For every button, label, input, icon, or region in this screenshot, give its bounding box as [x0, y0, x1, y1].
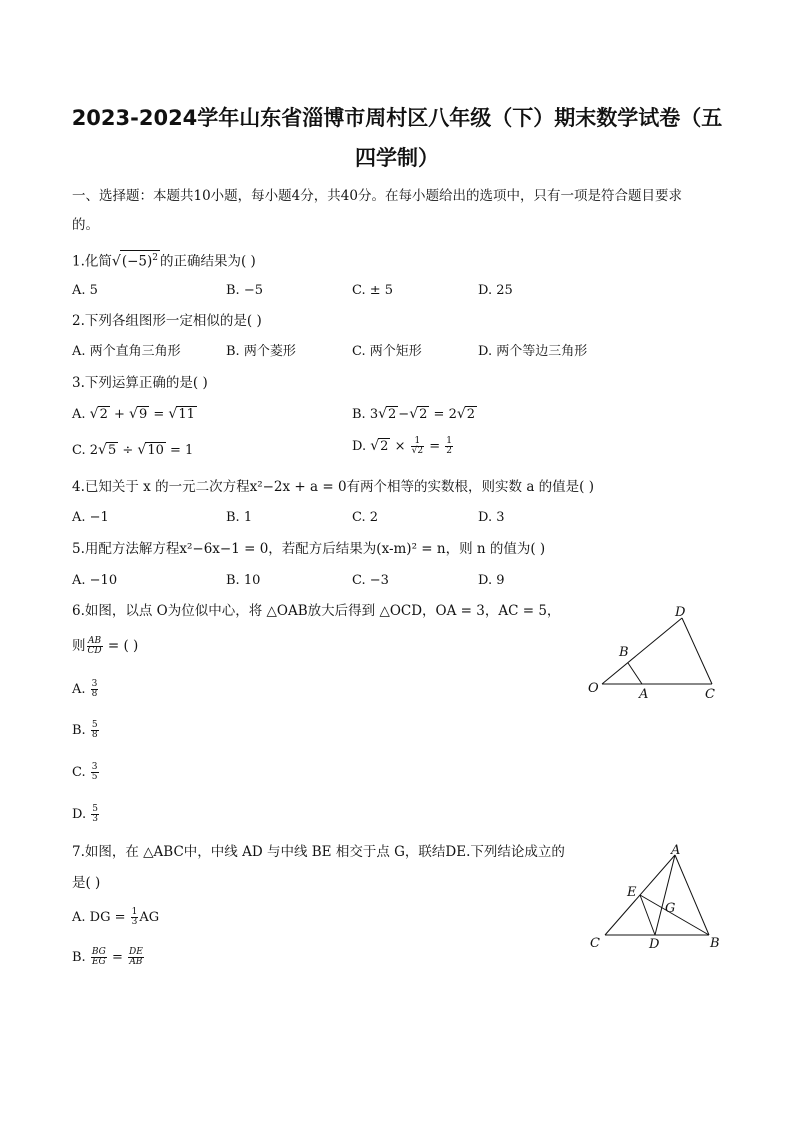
q6-option-b: B. $\frac{5}{8}$	[72, 720, 98, 740]
q1-option-c: C. ± 5	[352, 283, 394, 298]
q6-option-d: D. $\frac{5}{3}$	[72, 804, 98, 824]
q1-option-b: B. −5	[226, 283, 263, 298]
label-e: E	[627, 885, 637, 900]
question-4: 4.已知关于 x 的一元二次方程x²−2x + a = 0有两个相等的实数根，则实数 a 的值是( )	[72, 479, 594, 495]
label-c: C	[590, 936, 600, 951]
line-dc	[682, 618, 712, 684]
section-heading-line1: 一、选择题：本题共10小题，每小题4分，共40分。在每小题给出的选项中，只有一项是符合题目要求	[72, 188, 682, 204]
q3-option-a: A. √2 + √9 = √11	[72, 406, 195, 422]
label-d: D	[649, 937, 660, 952]
label-d: D	[675, 605, 686, 620]
exam-title-line2: 四学制）	[355, 146, 439, 170]
q5-option-a: A. −10	[72, 573, 118, 588]
q3-option-c: C. 2√5 ÷ √10 = 1	[72, 442, 194, 458]
question-2: 2.下列各组图形一定相似的是( )	[72, 313, 262, 329]
question-6-line2: 则 $\frac{AB}{CD}$ = ( )	[72, 636, 139, 656]
label-c: C	[705, 687, 715, 702]
q3-option-b: B. 3√2 −√2 = 2√2	[352, 406, 476, 422]
question-1: 1.化简$√(-5)^2$ 的正确结果为( )	[72, 250, 256, 271]
q2-option-d: D. 两个等边三角形	[478, 344, 588, 359]
q7-option-a: A. DG = $\frac{1}{3}$ AG	[72, 907, 160, 927]
q1-exponent: 2	[152, 253, 158, 263]
line-ab	[675, 855, 709, 935]
q1-option-a: A. 5	[72, 283, 98, 298]
q6-figure	[580, 600, 730, 705]
q2-option-a: A. 两个直角三角形	[72, 344, 181, 359]
q1-suffix: 的正确结果为( )	[159, 253, 256, 270]
question-6: 6.如图，以点 O为位似中心，将 △OAB放大后得到 △OCD，OA = 3，AC = 5，	[72, 603, 561, 619]
question-5: 5.用配方法解方程x²−6x−1 = 0，若配方后结果为(x-m)² = n，则 n 的值为( )	[72, 541, 546, 557]
q4-option-c: C. 2	[352, 510, 379, 525]
q1-radicand: (−5)	[121, 253, 153, 270]
section-heading-line2: 的。	[72, 217, 99, 233]
q6-option-a: A. $\frac{3}{8}$	[72, 679, 98, 699]
question-7: 7.如图，在 △ABC中，中线 AD 与中线 BE 相交于点 G，联结DE.下列结论成立的	[72, 844, 565, 860]
q4-option-b: B. 1	[226, 510, 253, 525]
label-o: O	[588, 681, 599, 696]
q7-figure	[585, 840, 725, 955]
line-od	[602, 618, 682, 684]
segment-de	[640, 895, 655, 935]
label-b: B	[710, 936, 720, 951]
q2-option-c: C. 两个矩形	[352, 344, 422, 359]
q6-option-c: C. $\frac{3}{5}$	[72, 762, 98, 782]
q5-option-d: D. 9	[478, 573, 505, 588]
label-a: A	[671, 843, 681, 858]
q7-option-b: B. $\frac{BG}{EG}$ = $\frac{DE}{AB}$	[72, 947, 143, 967]
q4-option-a: A. −1	[72, 510, 109, 525]
q4-option-d: D. 3	[478, 510, 505, 525]
question-7-line2: 是( )	[72, 875, 101, 891]
q3-option-d: D. √2 × $\frac{1}{√2}$ = $\frac{1}{2}$	[352, 436, 452, 456]
label-b: B	[619, 645, 629, 660]
q1-prefix: 1.化简	[72, 253, 112, 270]
question-3: 3.下列运算正确的是( )	[72, 375, 208, 391]
q2-option-b: B. 两个菱形	[226, 344, 296, 359]
label-g: G	[665, 901, 676, 916]
label-a: A	[639, 687, 649, 702]
line-ba	[628, 663, 642, 684]
q5-option-c: C. −3	[352, 573, 389, 588]
exam-title-line1: 2023-2024学年山东省淄博市周村区八年级（下）期末数学试卷（五	[71, 106, 723, 130]
q5-option-b: B. 10	[226, 573, 261, 588]
q1-option-d: D. 25	[478, 283, 513, 298]
